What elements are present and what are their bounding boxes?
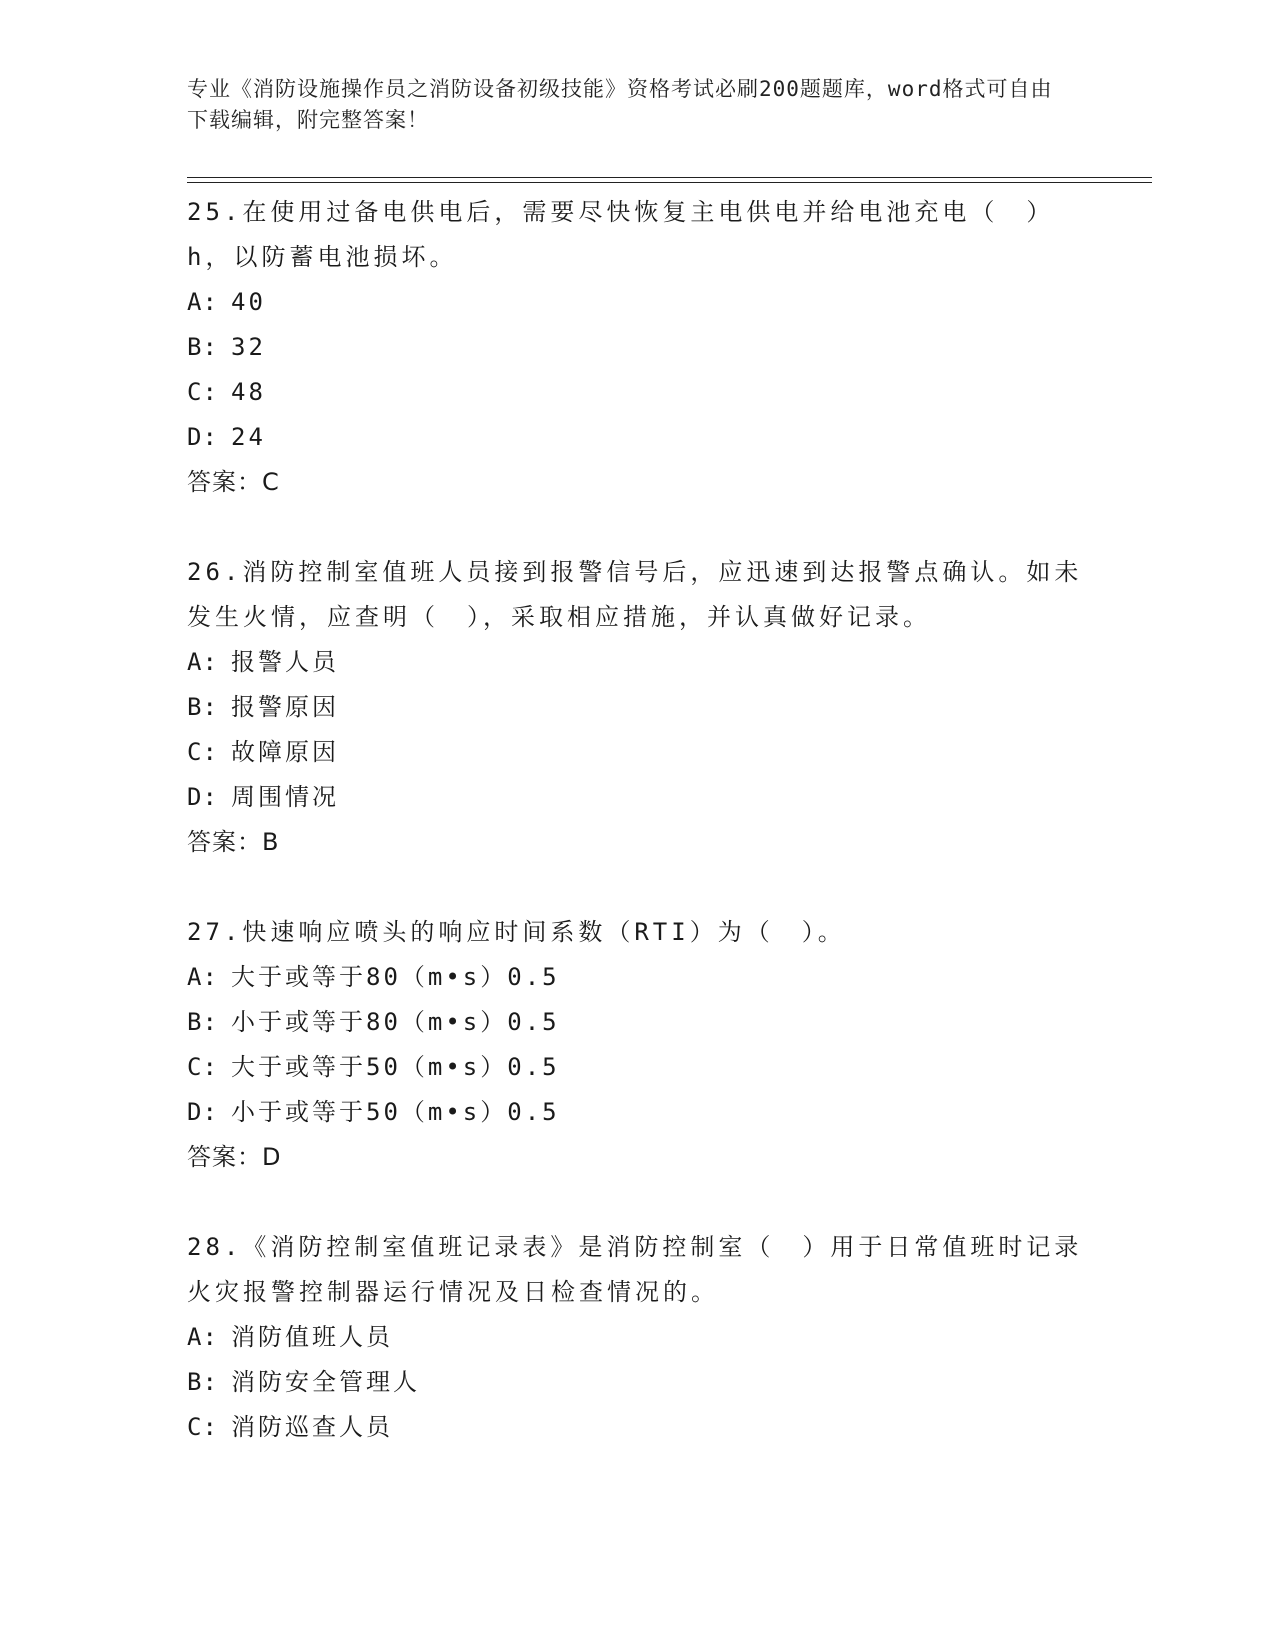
- option-label: C:: [187, 378, 218, 406]
- option-label: D:: [187, 783, 218, 811]
- option-label: A:: [187, 963, 218, 991]
- option-label: B:: [187, 693, 218, 721]
- option-d: [187, 775, 1087, 820]
- option-text: 故障原因: [231, 738, 339, 766]
- answer: 答案：B: [187, 828, 280, 856]
- option-text: 消防安全管理人: [231, 1368, 420, 1396]
- option-label: C:: [187, 1053, 218, 1081]
- option-text: 报警人员: [231, 648, 339, 676]
- option-a: [187, 1315, 1087, 1360]
- option-text: 48: [231, 378, 266, 406]
- answer: 答案：C: [187, 468, 280, 496]
- option-b: [187, 325, 1087, 370]
- option-c: [187, 1045, 1087, 1090]
- option-c: [187, 1405, 1087, 1450]
- option-label: B:: [187, 1008, 218, 1036]
- option-label: D:: [187, 423, 218, 451]
- question-27: [187, 910, 1087, 1180]
- option-b: [187, 685, 1087, 730]
- option-text: 24: [231, 423, 266, 451]
- question-25: [187, 190, 1087, 505]
- question-list: [187, 190, 1087, 1495]
- question-stem: 27.快速响应喷头的响应时间系数（RTI）为（ ）。: [187, 918, 846, 946]
- question-stem: 26.消防控制室值班人员接到报警信号后，应迅速到达报警点确认。如未发生火情，应查明（ ），采取相应措施，并认真做好记录。: [187, 558, 1083, 631]
- option-c: [187, 370, 1087, 415]
- document-header: 专业《消防设施操作员之消防设备初级技能》资格考试必刷200题题库，word格式可自由下载编辑，附完整答案！: [187, 77, 1053, 132]
- option-text: 大于或等于50（m•s）0.5: [231, 1053, 560, 1081]
- option-a: [187, 955, 1087, 1000]
- option-label: A:: [187, 648, 218, 676]
- header-rule-top: [187, 177, 1152, 178]
- question-stem: 25.在使用过备电供电后，需要尽快恢复主电供电并给电池充电（ ）h，以防蓄电池损坏。: [187, 198, 1055, 271]
- option-label: B:: [187, 1368, 218, 1396]
- option-b: [187, 1360, 1087, 1405]
- option-text: 大于或等于80（m•s）0.5: [231, 963, 560, 991]
- option-c: [187, 730, 1087, 775]
- answer: 答案：D: [187, 1143, 282, 1171]
- option-text: 周围情况: [231, 783, 339, 811]
- question-26: [187, 550, 1087, 865]
- option-b: [187, 1000, 1087, 1045]
- option-label: D:: [187, 1098, 218, 1126]
- option-a: [187, 280, 1087, 325]
- option-a: [187, 640, 1087, 685]
- option-label: C:: [187, 738, 218, 766]
- option-text: 小于或等于50（m•s）0.5: [231, 1098, 560, 1126]
- option-text: 报警原因: [231, 693, 339, 721]
- option-text: 消防值班人员: [231, 1323, 393, 1351]
- option-text: 40: [231, 288, 266, 316]
- option-text: 小于或等于80（m•s）0.5: [231, 1008, 560, 1036]
- option-label: C:: [187, 1413, 218, 1441]
- option-label: A:: [187, 288, 218, 316]
- option-label: A:: [187, 1323, 218, 1351]
- option-text: 32: [231, 333, 266, 361]
- option-text: 消防巡查人员: [231, 1413, 393, 1441]
- question-stem: 28.《消防控制室值班记录表》是消防控制室（ ）用于日常值班时记录火灾报警控制器运行情况及日检查情况的。: [187, 1233, 1083, 1306]
- option-d: [187, 415, 1087, 460]
- question-28: [187, 1225, 1087, 1450]
- header-rule-bottom: [187, 182, 1152, 183]
- option-label: B:: [187, 333, 218, 361]
- option-d: [187, 1090, 1087, 1135]
